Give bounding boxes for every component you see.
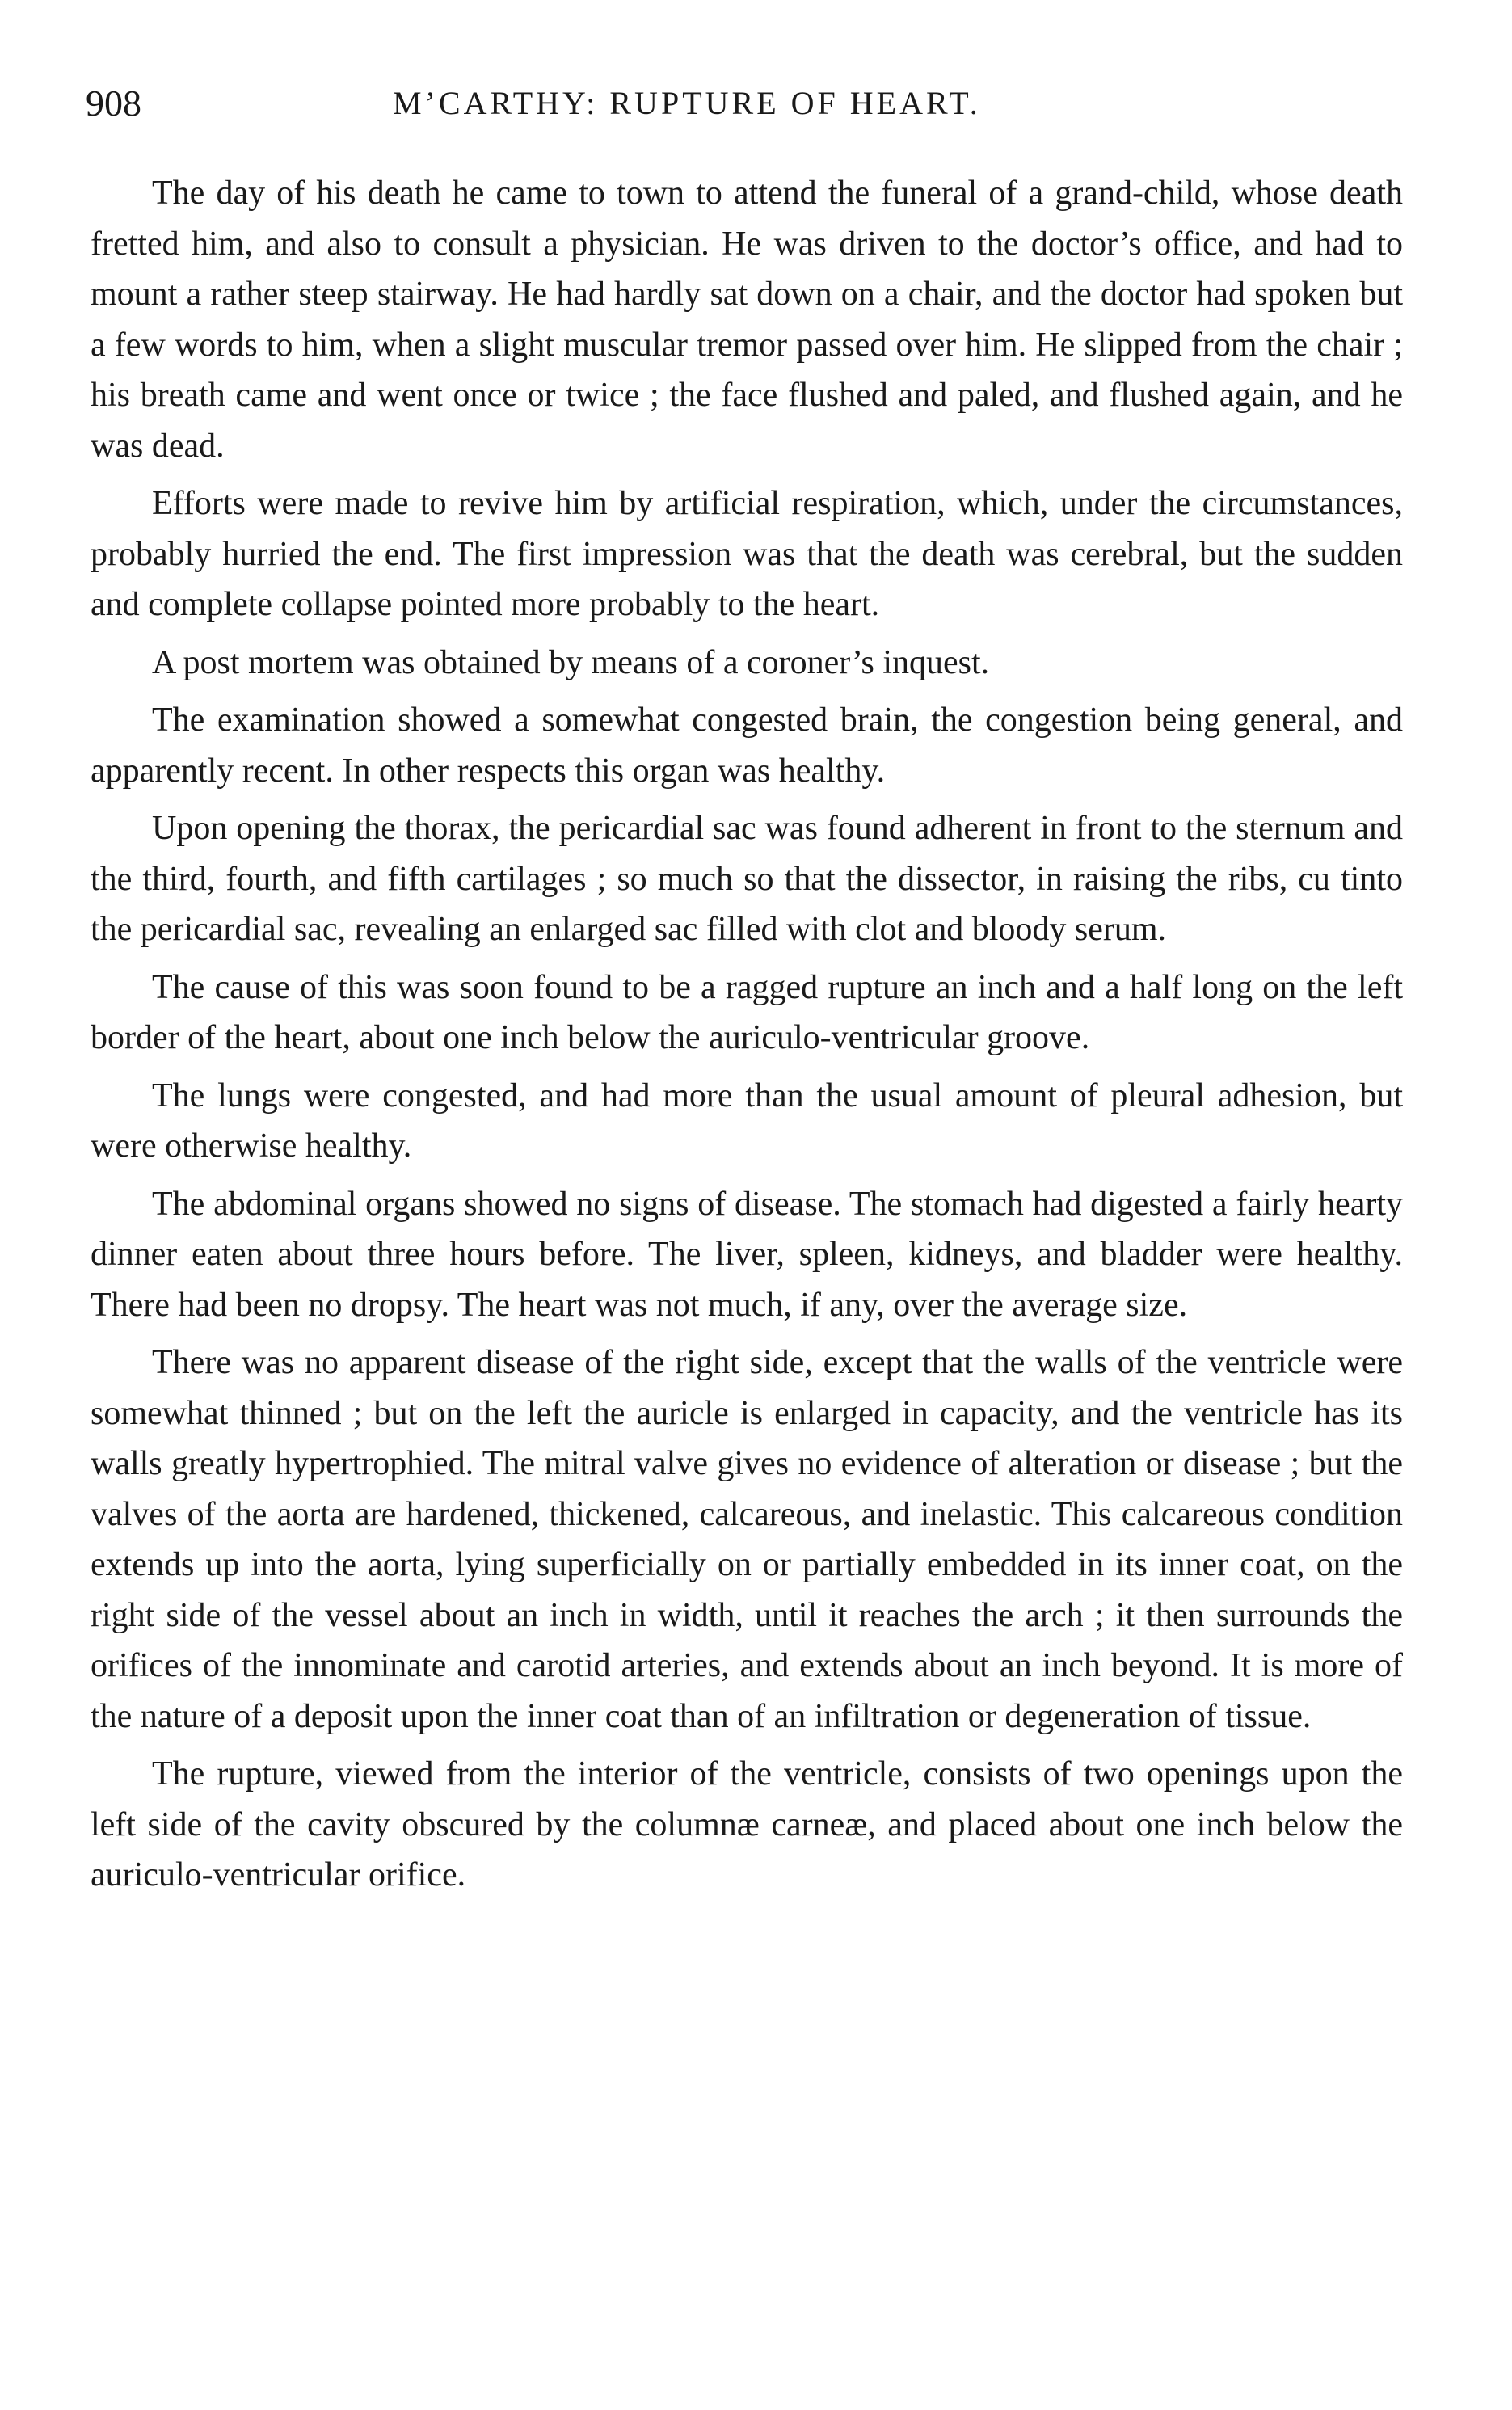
paragraph-post-mortem: A post mortem was obtained by means of a coroner’s inquest. (152, 643, 990, 681)
running-title: M’CARTHY: RUPTURE OF HEART. (393, 85, 981, 121)
paragraph-revival-efforts: Efforts were made to revive him by artificial respiration, which, under the circumstances, probably hurried the end. The first impression was that the death was cerebral, but the sudden and complete collapse pointed more probably to the heart. (91, 485, 1403, 623)
paragraph-rupture-cause: The cause of this was soon found to be a ragged rupture an inch and a half long on the left border of the heart, about one inch below the auriculo-ventricular groove. (91, 968, 1403, 1056)
paragraph-heart-description: There was no apparent disease of the right side, except that the walls of the ventricle were somewhat thinned ; but on the left the auricle is enlarged in capacity, and the ventricle has its walls greatly hypertrophied. The mitral valve gives no evidence of alteration or disease ; but the valves of the aorta are hardened, thickened, calcareous, and inelastic. This calcareous condition extends up into the aorta, lying superficially on or partially embedded in its inner coat, on the right side of the vessel about an inch in width, until it reaches the arch ; it then surrounds the orifices of the innominate and carotid arteries, and extends about an inch beyond. It is more of the nature of a deposit upon the inner coat than of an infiltration or degeneration of tissue. (91, 1344, 1403, 1735)
paragraph-rupture-interior: The rupture, viewed from the interior of the ventricle, consists of two openings upon the left side of the cavity obscured by the columnæ carneæ, and placed about one inch below the auriculo-ventricular orifice. (91, 1755, 1403, 1894)
paragraph-brain-examination: The examination showed a somewhat congested brain, the congestion being general, and apparently recent. In other respects this organ was healthy. (91, 702, 1403, 790)
body-text (91, 168, 1403, 1908)
running-head (86, 79, 1411, 128)
paragraph-death-account: The day of his death he came to town to attend the funeral of a grand-child, whose death fretted him, and also to consult a physician. He was driven to the doctor’s office, and had to mount a rather steep stairway. He had hardly sat down on a chair, and the doctor had spoken but a few words to him, when a slight muscular tremor passed over him. He slipped from the chair ; his breath came and went once or twice ; the face flushed and paled, and flushed again, and he was dead. (91, 175, 1403, 465)
paragraph-lungs: The lungs were congested, and had more than the usual amount of pleural adhesion, but were otherwise healthy. (91, 1076, 1403, 1165)
paragraph-abdominal-organs: The abdominal organs showed no signs of disease. The stomach had digested a fairly hearty dinner eaten about three hours before. The liver, spleen, kidneys, and bladder were healthy. There had been no dropsy. The heart was not much, if any, over the average size. (91, 1185, 1403, 1324)
paragraph-thorax: Upon opening the thorax, the pericardial sac was found adherent in front to the sternum and the third, fourth, and fifth cartilages ; so much so that the dissector, in raising the ribs, cu tinto the pericardial sac, revealing an enlarged sac filled with clot and bloody serum. (91, 810, 1403, 948)
page-number: 908 (86, 82, 141, 124)
